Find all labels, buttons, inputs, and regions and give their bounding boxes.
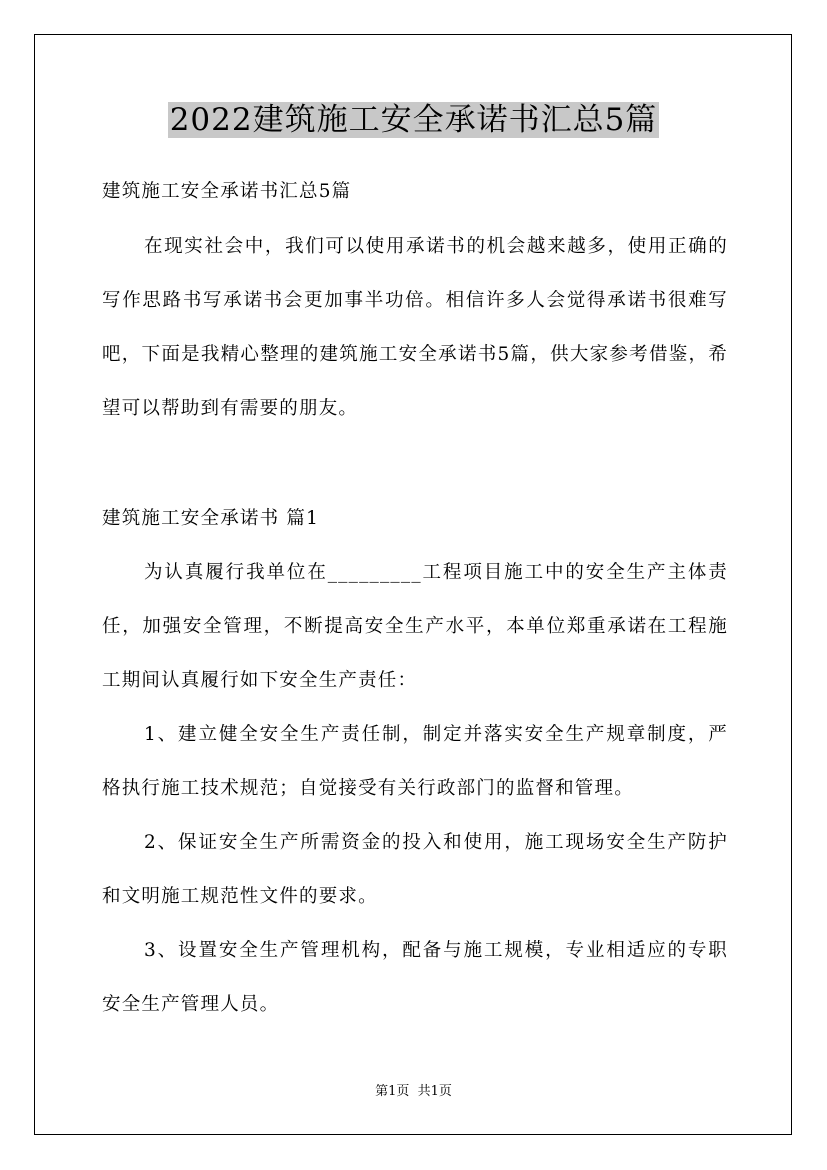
commitment-item-3: 3、设置安全生产管理机构，配备与施工规模，专业相适应的专职安全生产管理人员。: [102, 940, 728, 1015]
commitment-item-2: 2、保证安全生产所需资金的投入和使用，施工现场安全生产防护和文明施工规范性文件的要求。: [102, 832, 728, 907]
page-total: 共1页: [417, 1084, 452, 1099]
document-title-text: 2022建筑施工安全承诺书汇总5篇: [169, 102, 658, 138]
document-subtitle: 建筑施工安全承诺书汇总5篇: [102, 181, 352, 202]
page-number: 第1页: [375, 1084, 410, 1099]
page-footer: [0, 1082, 827, 1102]
section-intro-paragraph: 为认真履行我单位在_________工程项目施工中的安全生产主体责任，加强安全管理，不断提高安全生产水平，本单位郑重承诺在工程施工期间认真履行如下安全生产责任：: [102, 562, 728, 691]
document-title: [0, 98, 827, 142]
commitment-item-1: 1、建立健全安全生产责任制，制定并落实安全生产规章制度，严格执行施工技术规范；自觉接受有关行政部门的监督和管理。: [102, 724, 728, 799]
section-heading: 建筑施工安全承诺书 篇1: [102, 508, 320, 529]
intro-paragraph: 在现实社会中，我们可以使用承诺书的机会越来越多，使用正确的写作思路书写承诺书会更加事半功倍。相信许多人会觉得承诺书很难写吧，下面是我精心整理的建筑施工安全承诺书5篇，供大家参考借鉴，希望可以帮助到有需要的朋友。: [102, 236, 728, 419]
